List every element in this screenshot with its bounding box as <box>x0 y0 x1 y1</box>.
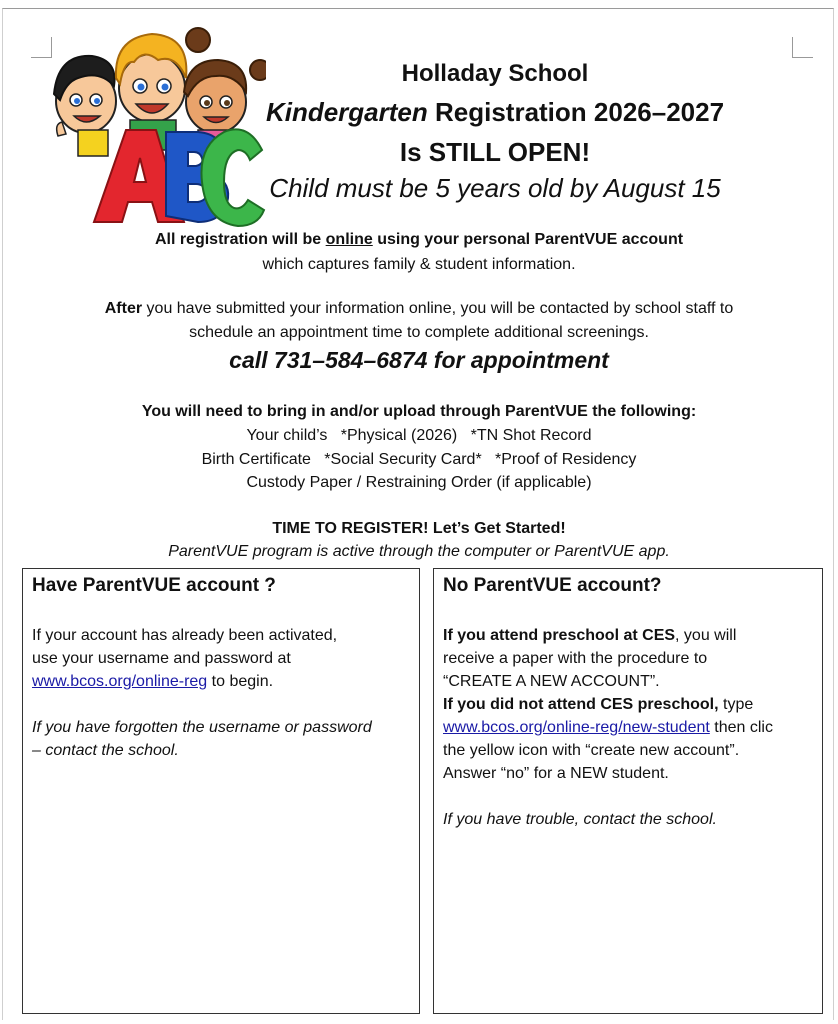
non-ces-text-1 <box>443 693 753 716</box>
online-emphasis: online <box>325 231 373 248</box>
non-ces-rest: type <box>718 696 754 713</box>
online-reg-link[interactable]: www.bcos.org/online-reg <box>32 673 208 690</box>
have-account-box <box>22 568 420 1014</box>
requirements-line-3: Custody Paper / Restraining Order (if applicable) <box>246 474 592 491</box>
ces-preschool-text-3: “CREATE A NEW ACCOUNT”. <box>443 673 660 690</box>
to-begin-text: to begin. <box>207 673 274 690</box>
have-account-title: Have ParentVUE account ? <box>32 575 276 596</box>
intro-text: All registration will be <box>154 231 326 248</box>
have-account-text-3 <box>32 670 273 693</box>
ces-preschool-text-2: receive a paper with the procedure to <box>443 650 708 667</box>
requirements-line-1: Your child’s *Physical (2026) *TN Shot Record <box>246 427 592 444</box>
ces-preschool-emphasis: If you attend preschool at CES <box>443 627 676 644</box>
no-account-title: No ParentVUE account? <box>443 575 662 596</box>
intro-text: you have submitted your information online, you will be contacted by school staff to <box>142 300 734 317</box>
intro-text: using your personal ParentVUE account <box>372 231 684 248</box>
register-subheading: ParentVUE program is active through the computer or ParentVUE app. <box>168 543 670 560</box>
intro-line-3 <box>0 300 838 318</box>
registration-year: Registration 2026–2027 <box>427 97 725 127</box>
intro-line-1 <box>0 231 838 249</box>
trouble-text: If you have trouble, contact the school. <box>443 811 717 828</box>
non-ces-text-4: Answer “no” for a NEW student. <box>443 765 669 782</box>
abc-kids-clipart <box>48 26 266 232</box>
after-emphasis: After <box>104 300 143 317</box>
intro-line-2: which captures family & student information. <box>262 256 576 273</box>
open-status: Is STILL OPEN! <box>399 137 591 167</box>
school-name: Holladay School <box>401 60 589 87</box>
ces-preschool-text-1 <box>443 624 736 647</box>
have-account-text-2: use your username and password at <box>32 650 291 667</box>
requirements-line-2: Birth Certificate *Social Security Card* *Proof of Residency <box>201 451 637 468</box>
forgot-credentials-text-2: – contact the school. <box>32 742 179 759</box>
non-ces-text-3: the yellow icon with “create new account”. <box>443 742 740 759</box>
non-ces-text-2 <box>443 716 773 739</box>
kindergarten-label: Kindergarten <box>265 97 428 127</box>
call-for-appointment: call 731–584–6874 for appointment <box>229 347 609 373</box>
crop-mark-top-right <box>792 37 813 58</box>
no-account-box <box>433 568 823 1014</box>
have-account-text-1: If your account has already been activated, <box>32 627 338 644</box>
ces-preschool-rest: , you will <box>675 627 737 644</box>
age-requirement: Child must be 5 years old by August 15 <box>269 173 721 203</box>
registration-title <box>250 97 740 128</box>
register-heading: TIME TO REGISTER! Let’s Get Started! <box>272 520 566 537</box>
non-ces-emphasis: If you did not attend CES preschool, <box>443 696 719 713</box>
new-student-link[interactable]: www.bcos.org/online-reg/new-student <box>443 719 710 736</box>
requirements-heading: You will need to bring in and/or upload through ParentVUE the following: <box>141 403 697 420</box>
intro-line-4: schedule an appointment time to complete additional screenings. <box>189 324 649 341</box>
then-click-text: then clic <box>709 719 773 736</box>
forgot-credentials-text-1: If you have forgotten the username or password <box>32 719 372 736</box>
